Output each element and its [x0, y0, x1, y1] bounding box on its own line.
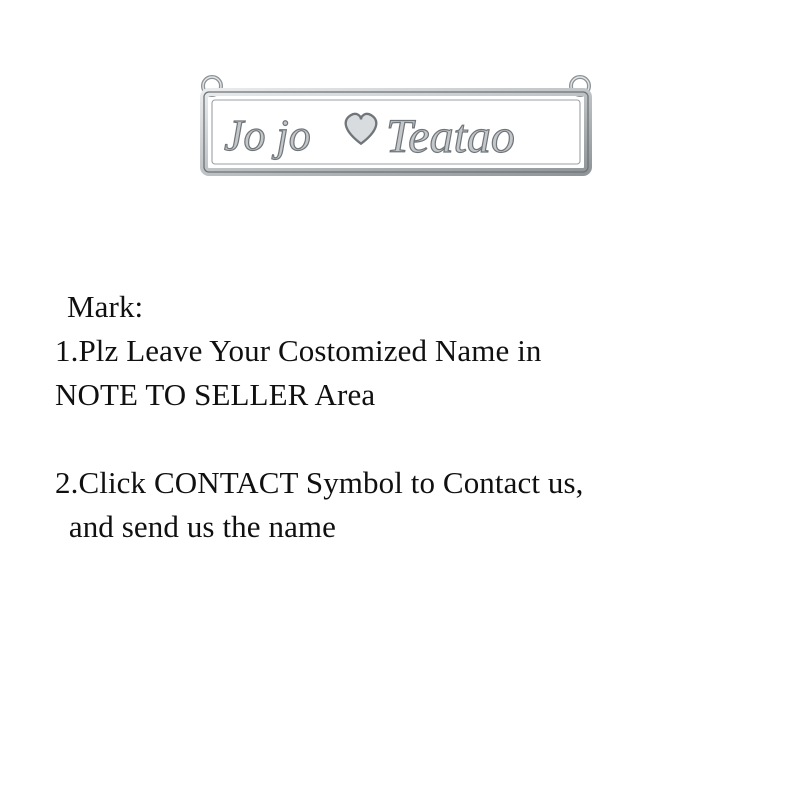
name-plate-pendant — [190, 72, 610, 192]
notes-heading: Mark: — [67, 289, 144, 324]
notes-spacer — [55, 417, 745, 461]
pendant-illustration — [190, 72, 610, 192]
notes-line-2: NOTE TO SELLER Area — [55, 377, 376, 412]
product-image — [0, 0, 800, 270]
notes-line-4: and send us the name — [61, 509, 336, 544]
engraved-text-right: Teatao — [386, 110, 515, 163]
engraved-text-left: Jo jo — [224, 111, 311, 160]
notes-line-1: 1.Plz Leave Your Costomized Name in — [55, 333, 542, 368]
instructions-block — [0, 285, 800, 549]
notes-line-3: 2.Click CONTACT Symbol to Contact us, — [55, 465, 584, 500]
heart-icon — [346, 114, 377, 144]
